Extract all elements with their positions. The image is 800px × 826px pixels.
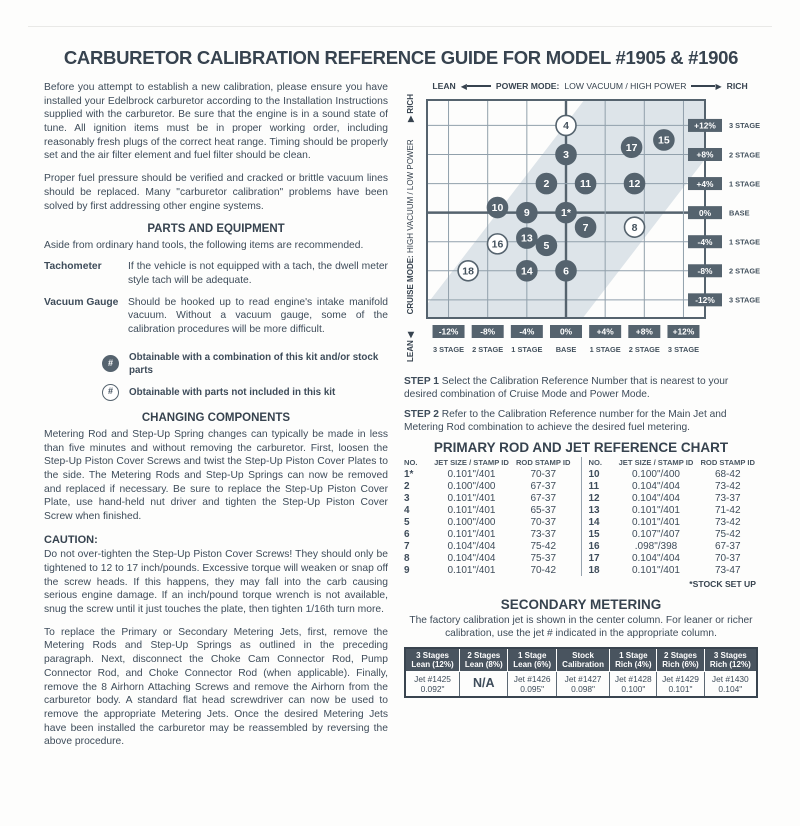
jet-size-stamp-id: 0.100"/400 xyxy=(447,516,496,528)
primary-chart-heading: PRIMARY ROD AND JET REFERENCE CHART xyxy=(433,440,729,455)
changing-components-heading: CHANGING COMPONENTS xyxy=(141,411,291,424)
calibration-chart xyxy=(404,94,761,367)
rod-stamp-id: 67-37 xyxy=(530,492,557,504)
y-tick-pct: +12% xyxy=(694,120,716,131)
jet-size-stamp-id: 0.101"/401 xyxy=(447,528,496,540)
changing-components-paragraph: Metering Rod and Step-Up Spring changes can typically be made in less than five minutes and without removing the carburetor. First, loosen the Step-Up Piston Cover Screws and twist the Step-Up Piston Cover Plates to the side. The Metering Rods and Step-Up Springs can now be removed and replaced if necessary. Be sure to replace the Step-Up Piston Cover Plate, use hand-held nut driver and tighten the Step-Up Piston Cover Screw when finished. xyxy=(44,428,388,523)
table-row xyxy=(589,504,759,516)
legend-text: Obtainable with parts not included in this kit xyxy=(129,386,336,398)
x-tick-pct: -8% xyxy=(480,326,496,337)
secondary-jet-value: Jet #1426 0.095" xyxy=(508,671,556,697)
page-title: CARBURETOR CALIBRATION REFERENCE GUIDE FOR MODEL #1905 & #1906 xyxy=(63,47,739,68)
term-definition: If the vehicle is not equipped with a tach, the dwell meter style tach will be adequate. xyxy=(128,261,388,286)
calibration-point-number: 9 xyxy=(523,207,530,220)
rod-stamp-id: 71-42 xyxy=(714,504,741,516)
y-tick-stage: 1 STAGE xyxy=(729,237,761,247)
column-header: JET SIZE / STAMP ID xyxy=(434,458,509,467)
y-tick-pct: -4% xyxy=(697,236,713,247)
ref-number: 8 xyxy=(404,552,410,564)
lean-label: LEAN xyxy=(432,81,456,91)
term-row-vacuum-gauge xyxy=(44,296,388,337)
y-tick-stage: 2 STAGE xyxy=(729,150,761,160)
step-1: STEP 1 Select the Calibration Reference Number that is nearest to your desired combination of Cruise Mode and Power Mode. xyxy=(404,376,729,401)
x-tick-stage: 3 STAGE xyxy=(667,345,700,354)
calibration-point-number: 17 xyxy=(625,141,638,154)
table-row xyxy=(589,492,759,504)
lean-label: LEAN ◀ xyxy=(406,331,415,362)
jet-size-stamp-id: 0.104"/404 xyxy=(447,540,496,552)
rod-stamp-id: 70-37 xyxy=(530,516,557,528)
y-tick-pct: -12% xyxy=(695,295,715,306)
x-tick-stage: 1 STAGE xyxy=(589,345,621,354)
ref-number: 6 xyxy=(404,528,410,540)
table-row xyxy=(589,564,759,576)
ref-number: 12 xyxy=(588,492,600,504)
rod-stamp-id: 75-42 xyxy=(714,528,741,540)
x-tick-stage: 2 STAGE xyxy=(628,345,660,354)
secondary-column-header: 2 Stages Rich (6%) xyxy=(657,648,704,672)
jet-size-stamp-id: 0.104"/404 xyxy=(631,492,680,504)
calibration-grid xyxy=(421,94,773,362)
x-tick-pct: +8% xyxy=(635,326,653,337)
rod-stamp-id: 73-37 xyxy=(530,528,557,540)
primary-table-left xyxy=(404,457,574,576)
calibration-point-number: 18 xyxy=(462,265,474,278)
secondary-jet-value: Jet #1427 0.098" xyxy=(556,671,609,697)
table-row xyxy=(589,552,759,564)
jet-size-stamp-id: 0.101"/401 xyxy=(447,492,496,504)
secondary-jet-value: Jet #1425 0.092" xyxy=(405,671,460,697)
arrow-right-icon: ▶ xyxy=(691,82,721,91)
table-row xyxy=(404,492,574,504)
y-tick-stage: 2 STAGE xyxy=(729,266,761,276)
table-row xyxy=(589,528,759,540)
rod-stamp-id: 73-42 xyxy=(714,516,741,528)
jet-size-stamp-id: 0.104"/404 xyxy=(631,480,680,492)
arrow-right-icon: ▶ xyxy=(406,115,415,122)
column-header: NO. xyxy=(588,458,603,467)
primary-table-right xyxy=(589,457,759,576)
left-column xyxy=(44,81,388,758)
parts-intro: Aside from ordinary hand tools, the following items are recommended. xyxy=(44,240,364,252)
ref-number: 14 xyxy=(588,516,600,528)
primary-rod-jet-table xyxy=(404,457,758,576)
ref-number: 3 xyxy=(404,492,410,504)
x-tick-stage: BASE xyxy=(555,345,577,354)
arrow-left-icon: ◀ xyxy=(406,331,415,338)
table-divider xyxy=(581,457,582,576)
secondary-column-header: 2 Stages Lean (8%) xyxy=(460,648,508,672)
power-mode-label: POWER MODE: xyxy=(495,81,560,91)
calibration-point-number: 14 xyxy=(521,265,533,278)
x-tick-stage: 2 STAGE xyxy=(472,345,504,354)
column-header: NO. xyxy=(404,458,418,467)
x-tick-stage: 3 STAGE xyxy=(432,345,465,354)
ref-number: 4 xyxy=(404,504,410,516)
table-row xyxy=(404,564,574,576)
x-tick-pct: -12% xyxy=(438,326,459,337)
rod-stamp-id: 70-37 xyxy=(530,468,557,480)
power-mode-axis-label xyxy=(422,81,758,91)
calibration-point-number: 2 xyxy=(543,178,550,191)
secondary-column-header: 1 Stage Rich (4%) xyxy=(610,648,657,672)
y-tick-stage: 1 STAGE xyxy=(729,179,761,189)
step-2: STEP 2 Refer to the Calibration Reference number for the Main Jet and Metering Rod combination to achieve the desired fuel metering. xyxy=(404,408,727,433)
calibration-point-number: 10 xyxy=(491,202,504,215)
ref-number: 13 xyxy=(588,504,600,516)
secondary-jet-value: N/A xyxy=(460,671,508,697)
jet-size-stamp-id: 0.101"/401 xyxy=(631,504,680,516)
jet-size-stamp-id: 0.101"/401 xyxy=(631,516,680,528)
calibration-point-number: 3 xyxy=(563,149,569,162)
rod-stamp-id: 68-42 xyxy=(714,468,741,480)
document-page xyxy=(28,26,772,758)
table-row xyxy=(589,468,759,480)
x-tick-pct: 0% xyxy=(559,326,573,337)
calibration-point-number: 15 xyxy=(658,134,670,147)
jet-size-stamp-id: .098"/398 xyxy=(634,540,678,552)
ref-number: 2 xyxy=(404,480,410,492)
rod-stamp-id: 70-42 xyxy=(530,564,557,576)
term-definition: Should be hooked up to read engine's intake manifold vacuum. Without a vacuum gauge, some of the calibration procedures will be more difficult. xyxy=(128,296,388,335)
secondary-metering-description: The factory calibration jet is shown in the center column. For leaner or richer calibration, use the jet # indicated in the appropriate column. xyxy=(409,615,753,640)
intro-paragraph-1: Before you attempt to establish a new calibration, please ensure you have installed your Edelbrock carburetor according to the Installation Instructions supplied with the carburetor. Be sure that the engine is in a sound state of tune. All ignition items must be in proper working order, including reasonably fresh plugs of the correct heat range. Timing should be properly set and the air filter element and fuel filter should be clean. xyxy=(44,82,388,162)
jet-size-stamp-id: 0.100"/400 xyxy=(447,480,496,492)
calibration-point-number: 12 xyxy=(628,178,641,191)
table-row xyxy=(589,540,759,552)
secondary-column-header: 3 Stages Lean (12%) xyxy=(405,648,460,672)
jet-size-stamp-id: 0.104"/404 xyxy=(447,552,496,564)
calibration-point-number: 16 xyxy=(491,238,504,251)
steps xyxy=(404,375,758,434)
calibration-point-number: 6 xyxy=(563,265,569,278)
rod-stamp-id: 75-42 xyxy=(530,540,557,552)
ref-number: 18 xyxy=(588,564,600,576)
y-tick-pct: -8% xyxy=(697,265,713,276)
column-header: ROD STAMP ID xyxy=(515,458,571,467)
stock-setup-footnote: *STOCK SET UP xyxy=(689,579,756,589)
table-row xyxy=(404,504,574,516)
calibration-point-number: 1* xyxy=(561,207,571,220)
table-row xyxy=(404,540,574,552)
rod-stamp-id: 67-37 xyxy=(530,480,557,492)
ref-number: 9 xyxy=(404,564,410,576)
secondary-metering-heading: SECONDARY METERING xyxy=(500,597,662,612)
secondary-jet-value: Jet #1430 0.104" xyxy=(704,671,757,697)
secondary-metering-table xyxy=(404,647,758,699)
rod-stamp-id: 73-37 xyxy=(714,492,741,504)
calibration-point-number: 8 xyxy=(631,221,638,234)
rod-stamp-id: 75-37 xyxy=(530,552,557,564)
ref-number: 16 xyxy=(588,540,600,552)
rich-label: ▶ RICH xyxy=(406,94,415,122)
rod-stamp-id: 70-37 xyxy=(714,552,741,564)
table-row xyxy=(404,468,574,480)
jet-size-stamp-id: 0.101"/401 xyxy=(447,564,496,576)
ref-number: 5 xyxy=(404,516,410,528)
term-row-tachometer xyxy=(44,260,388,287)
secondary-column-header: Stock Calibration xyxy=(556,648,609,672)
secondary-column-header: 1 Stage Lean (6%) xyxy=(508,648,556,672)
rod-stamp-id: 67-37 xyxy=(714,540,741,552)
ref-number: 17 xyxy=(588,552,600,564)
filled-number-circle-icon: # xyxy=(102,355,119,372)
x-tick-stage: 1 STAGE xyxy=(511,345,543,354)
x-tick-pct: -4% xyxy=(519,326,535,337)
secondary-column-header: 3 Stages Rich (12%) xyxy=(704,648,757,672)
caution-paragraph-1: Do not over-tighten the Step-Up Piston Cover Screws! They should only be tightened to 12 to 17 inch/pounds. Excessive torque will weaken or snap off the screw heads. If this happens, they may fall into the carb causing serious engine damage. If an inch/pound torque wrench is not available, snug the screw until it just touches the plate, then tighten 1/16th turn more. xyxy=(44,549,388,616)
x-tick-pct: +4% xyxy=(596,326,614,337)
jet-size-stamp-id: 0.101"/401 xyxy=(631,564,680,576)
y-tick-pct: +4% xyxy=(696,178,714,189)
table-row xyxy=(589,516,759,528)
rod-stamp-id: 65-37 xyxy=(530,504,557,516)
x-tick-pct: +12% xyxy=(672,326,695,337)
legend-text: Obtainable with a combination of this kit and/or stock parts xyxy=(129,351,379,376)
caution-heading: CAUTION: xyxy=(44,533,98,546)
jet-size-stamp-id: 0.101"/401 xyxy=(447,468,496,480)
jet-size-stamp-id: 0.100"/400 xyxy=(631,468,680,480)
rod-stamp-id: 73-42 xyxy=(714,480,741,492)
arrow-left-icon: ◀ xyxy=(461,82,491,91)
secondary-jet-value: Jet #1428 0.100" xyxy=(610,671,657,697)
jet-size-stamp-id: 0.104"/404 xyxy=(631,552,680,564)
parts-heading: PARTS AND EQUIPMENT xyxy=(147,223,285,236)
intro-paragraph-2: Proper fuel pressure should be verified and cracked or brittle vacuum lines should be replaced. Many "carburetor calibration" problems have been solved by first addressing other engine systems. xyxy=(44,173,388,212)
table-row xyxy=(404,480,574,492)
calibration-point-number: 13 xyxy=(521,232,533,245)
cruise-mode-label: CRUISE MODE: HIGH VACUUM / LOW POWER xyxy=(406,139,415,315)
jet-size-stamp-id: 0.107"/407 xyxy=(631,528,680,540)
y-tick-stage: BASE xyxy=(729,208,750,218)
secondary-jet-value: Jet #1429 0.101" xyxy=(657,671,704,697)
column-header: ROD STAMP ID xyxy=(700,458,756,467)
symbol-legend xyxy=(44,351,388,401)
y-tick-pct: +8% xyxy=(696,149,714,160)
calibration-point-number: 7 xyxy=(582,221,589,234)
rich-label: RICH xyxy=(726,81,748,91)
ref-number: 11 xyxy=(588,480,600,492)
table-row xyxy=(404,552,574,564)
ref-number: 7 xyxy=(404,540,410,552)
ref-number: 1* xyxy=(404,468,414,480)
ref-number: 15 xyxy=(588,528,600,540)
calibration-point-number: 4 xyxy=(563,120,569,133)
y-tick-stage: 3 STAGE xyxy=(729,121,761,131)
caution-paragraph-2: To replace the Primary or Secondary Metering Jets, first, remove the Metering Rods and Step-Up Springs as outlined in the preceding paragraph. Next, disconnect the Choke Cam Connector Rod, Pump Connector Rod, and Choke Connector Rod (when applicable). Finally, remove the 8 Airhorn Attaching Screws and remove the Airhorn from the carburetor body. A standard flat head screwdriver can now be used to remove the appropriate Metering Jets. Once the desired Metering Jets have been installed the carburetor may be reassembled by reversing the above procedure. xyxy=(44,626,388,748)
legend-item-non-kit-parts xyxy=(44,384,388,401)
open-number-circle-icon: # xyxy=(102,384,119,401)
power-mode-sublabel: LOW VACUUM / HIGH POWER xyxy=(564,81,687,91)
column-header: JET SIZE / STAMP ID xyxy=(618,458,694,467)
legend-item-kit-parts xyxy=(44,351,388,377)
table-row xyxy=(404,528,574,540)
table-row xyxy=(404,516,574,528)
jet-size-stamp-id: 0.101"/401 xyxy=(447,504,496,516)
term-label: Tachometer xyxy=(44,261,102,273)
right-column xyxy=(404,81,761,758)
rod-stamp-id: 73-47 xyxy=(714,564,741,576)
calibration-point-number: 5 xyxy=(543,239,550,252)
y-tick-stage: 3 STAGE xyxy=(729,295,761,305)
ref-number: 10 xyxy=(588,468,600,480)
calibration-point-number: 11 xyxy=(580,178,592,191)
y-tick-pct: 0% xyxy=(698,207,712,218)
term-label: Vacuum Gauge xyxy=(44,296,119,308)
cruise-mode-axis-label xyxy=(406,94,415,362)
table-row xyxy=(589,480,759,492)
